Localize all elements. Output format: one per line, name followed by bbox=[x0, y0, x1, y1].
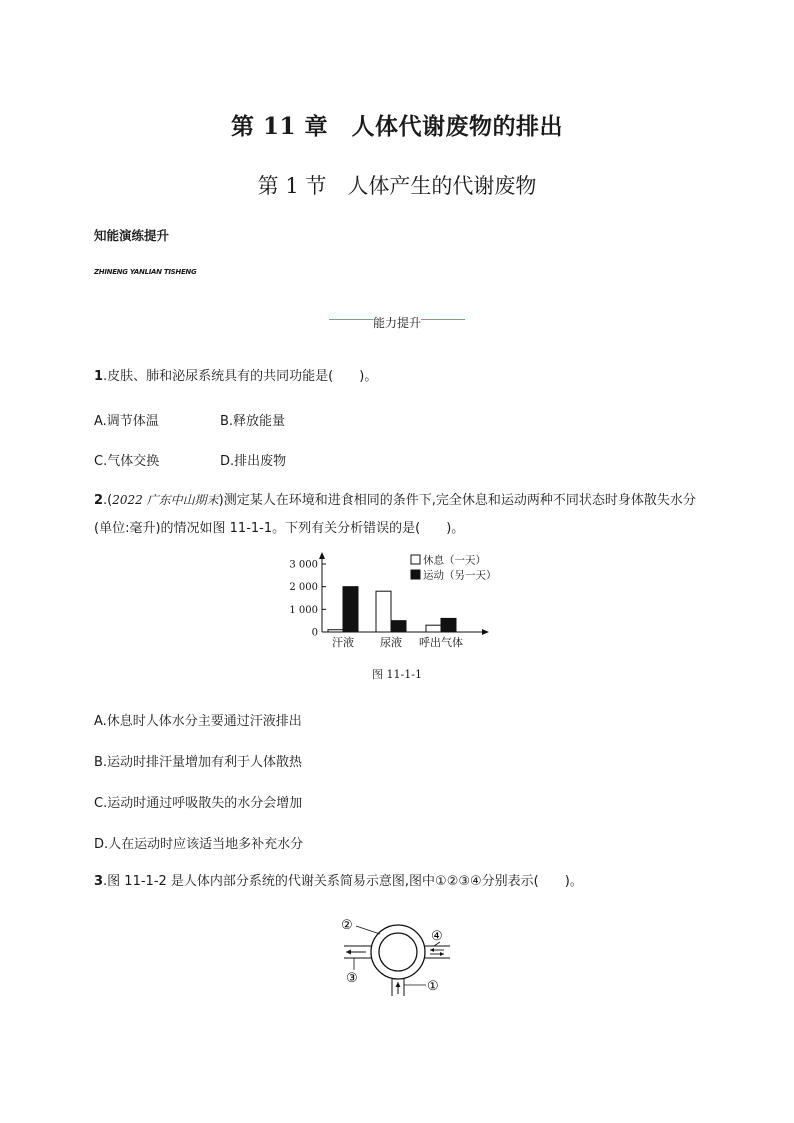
q2-option-d[interactable]: D.人在运动时应该适当地多补充水分 bbox=[94, 837, 304, 852]
section-label: 能力提升 bbox=[372, 316, 421, 330]
inner-ring bbox=[379, 933, 417, 971]
x-axis-arrow bbox=[482, 629, 489, 635]
label-1: ① bbox=[427, 979, 439, 994]
section-rule-right bbox=[421, 319, 465, 320]
metabolism-diagram bbox=[330, 912, 460, 1000]
water-loss-chart bbox=[280, 550, 510, 660]
y-tick-label: 0 bbox=[311, 627, 318, 639]
figure-caption: 图 11-1-1 bbox=[372, 668, 422, 681]
bar bbox=[391, 621, 406, 632]
y-tick-label: 2 000 bbox=[289, 582, 318, 594]
x-category-label: 汗液 bbox=[332, 636, 354, 649]
q2-option-a[interactable]: A.休息时人体水分主要通过汗液排出 bbox=[94, 714, 302, 729]
legend-swatch bbox=[411, 570, 420, 579]
q1-option-a[interactable]: A.调节体温 bbox=[94, 414, 159, 429]
left-arrow-head bbox=[346, 950, 351, 955]
bar bbox=[343, 587, 358, 632]
y-tick-label: 3 000 bbox=[289, 559, 318, 571]
question-1-text: .皮肤、肺和泌尿系统具有的共同功能是( )。 bbox=[103, 369, 378, 384]
chapter-title: 第 11 章 人体代谢废物的排出 bbox=[230, 113, 564, 140]
label-2-leader bbox=[356, 926, 380, 934]
bar bbox=[426, 625, 441, 632]
question-2-text: )测定某人在环境和进食相同的条件下,完全休息和运动两种不同状态时身体散失水分(单位:毫升)的情况如图 11-1-1。下列有关分析错误的是( )。 bbox=[94, 493, 696, 536]
sub-heading-pinyin: ZHINENG YANLIAN TISHENG bbox=[94, 268, 197, 276]
right-arrow-in-head bbox=[430, 948, 434, 952]
label-3: ③ bbox=[346, 971, 358, 986]
chart-legend bbox=[411, 554, 497, 582]
sub-heading: 知能演练提升 bbox=[94, 228, 170, 243]
x-category-label: 呼出气体 bbox=[419, 636, 463, 649]
question-1-number: 1 bbox=[94, 369, 104, 384]
question-3-number: 3 bbox=[94, 874, 104, 889]
bar bbox=[441, 618, 456, 632]
label-2: ② bbox=[341, 918, 353, 933]
q1-option-d[interactable]: D.排出废物 bbox=[220, 454, 287, 469]
question-2-number: 2 bbox=[94, 493, 104, 508]
label-4: ④ bbox=[431, 929, 443, 944]
question-3-text: .图 11-1-2 是人体内部分系统的代谢关系简易示意图,图中①②③④分别表示( )。 bbox=[103, 874, 583, 889]
q2-option-c[interactable]: C.运动时通过呼吸散失的水分会增加 bbox=[94, 796, 303, 811]
section-title: 第 1 节 人体产生的代谢废物 bbox=[257, 174, 537, 198]
y-tick-label: 1 000 bbox=[289, 604, 318, 616]
chart-bars bbox=[328, 587, 456, 632]
legend-label: 休息（一天） bbox=[423, 554, 486, 567]
bottom-arrow-head bbox=[396, 982, 401, 987]
x-category-label: 尿液 bbox=[380, 636, 402, 649]
question-2-prefix: .( bbox=[103, 493, 113, 508]
question-2 bbox=[94, 486, 706, 543]
q1-option-c[interactable]: C.气体交换 bbox=[94, 454, 160, 469]
right-arrow-out-head bbox=[440, 952, 444, 956]
question-3 bbox=[94, 872, 583, 892]
question-1 bbox=[94, 367, 377, 387]
q2-option-b[interactable]: B.运动时排汗量增加有利于人体散热 bbox=[94, 755, 303, 770]
bar bbox=[376, 591, 391, 632]
legend-label: 运动（另一天） bbox=[423, 569, 497, 582]
y-axis-arrow bbox=[319, 552, 325, 559]
bar bbox=[328, 630, 343, 632]
q1-option-b[interactable]: B.释放能量 bbox=[220, 414, 286, 429]
question-2-source: 2022 广东中山期末 bbox=[112, 493, 219, 507]
legend-swatch bbox=[411, 555, 420, 564]
